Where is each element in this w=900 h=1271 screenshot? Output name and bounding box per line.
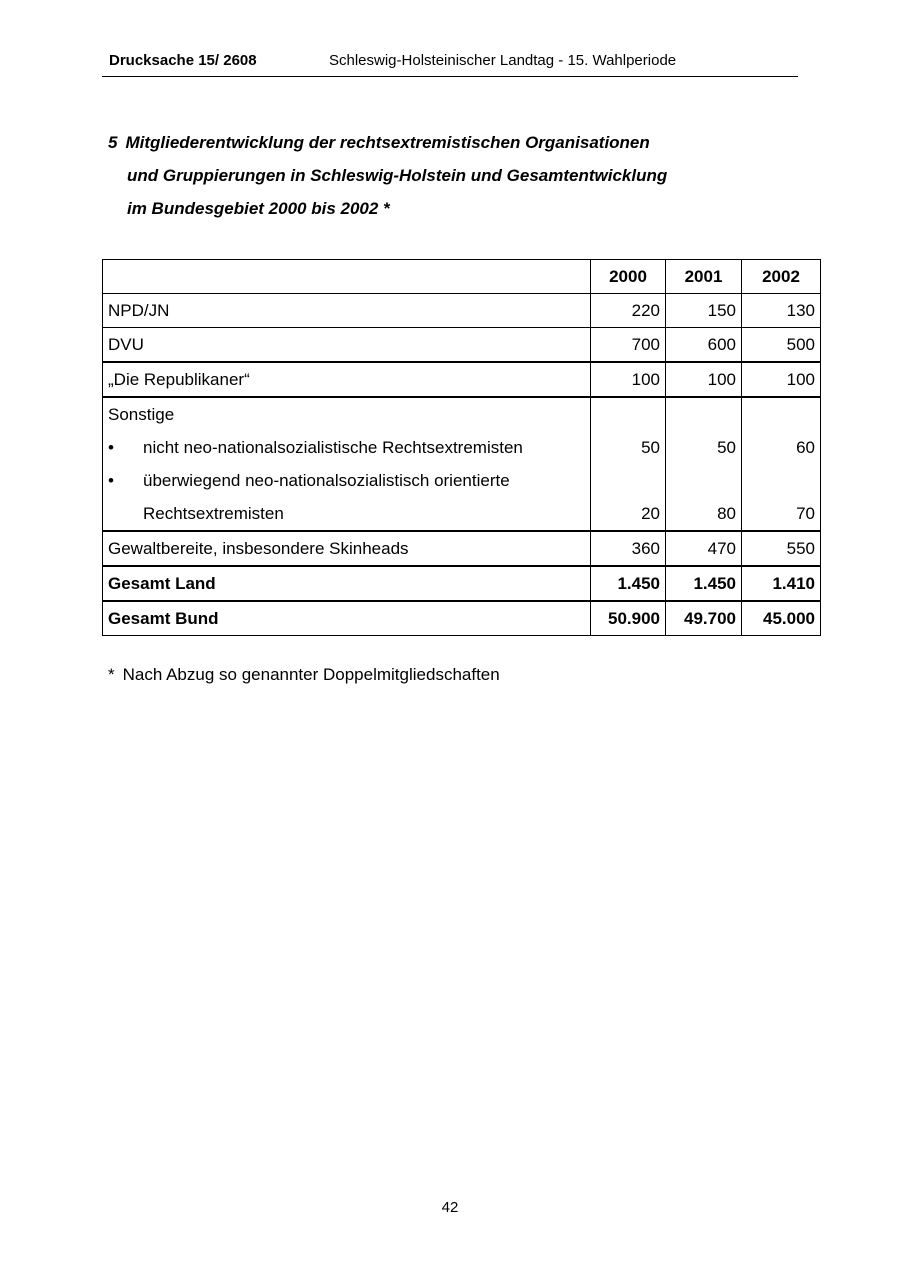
table-row [103,531,821,566]
title-line-2: und Gruppierungen in Schleswig-Holstein und Gesamtentwicklung [127,166,668,185]
membership-table [102,259,821,636]
year-header: 2000 [591,260,666,294]
row-label: NPD/JN [103,294,591,328]
footnote-text: Nach Abzug so genannter Doppelmitgliedschaften [122,665,500,684]
sub-item [108,431,585,464]
cell-value: 1.410 [742,566,821,601]
cell-value: 50.900 [591,601,666,636]
cell-value: 70 [796,504,815,523]
table-header-row [103,260,821,294]
sonstige-values-2002 [742,397,821,531]
cell-value: 220 [591,294,666,328]
table-row [103,294,821,328]
title-line-3: im Bundesgebiet 2000 bis 2002 * [127,199,390,218]
year-header: 2001 [666,260,742,294]
footnote [108,665,500,685]
cell-value: 100 [591,362,666,397]
title-line-1: Mitgliederentwicklung der rechtsextremistischen Organisationen [125,133,650,152]
cell-value: 550 [742,531,821,566]
cell-value: 1.450 [591,566,666,601]
sub-item-label: überwiegend neo-nationalsozialistisch orientierte [143,471,510,490]
sub-item [108,464,585,497]
sub-item-label-cont: Rechtsextremisten [143,504,284,523]
cell-value: 20 [641,504,660,523]
cell-value: 500 [742,328,821,363]
page-header [102,52,798,77]
cell-value: 50 [641,438,660,457]
cell-value: 60 [796,438,815,457]
row-label: Gesamt Bund [103,601,591,636]
cell-value: 1.450 [666,566,742,601]
sonstige-values-2000 [591,397,666,531]
bullet-icon: • [108,438,114,457]
bullet-icon: • [108,471,114,490]
cell-value: 45.000 [742,601,821,636]
year-header: 2002 [742,260,821,294]
cell-value: 50 [717,438,736,457]
cell-value: 100 [666,362,742,397]
row-label-sonstige [103,397,591,531]
table-row-total-bund [103,601,821,636]
header-empty-cell [103,260,591,294]
cell-value: 700 [591,328,666,363]
cell-value: 150 [666,294,742,328]
table-row [103,328,821,363]
footnote-marker: * [108,665,115,684]
cell-value: 49.700 [666,601,742,636]
section-title [108,126,808,225]
section-number: 5 [108,133,118,152]
sub-item-label: nicht neo-nationalsozialistische Rechtsextremisten [143,438,523,457]
table-row-total-land [103,566,821,601]
cell-value: 470 [666,531,742,566]
parliament-name: Schleswig-Holsteinischer Landtag - 15. Wahlperiode [329,52,677,69]
row-label: Gewaltbereite, insbesondere Skinheads [103,531,591,566]
sonstige-values-2001 [666,397,742,531]
sonstige-label: Sonstige [108,405,175,424]
row-label: „Die Republikaner“ [103,362,591,397]
cell-value: 130 [742,294,821,328]
row-label: Gesamt Land [103,566,591,601]
table-row-sonstige [103,397,821,531]
cell-value: 360 [591,531,666,566]
document-number: Drucksache 15/ 2608 [109,52,257,69]
cell-value: 600 [666,328,742,363]
cell-value: 100 [742,362,821,397]
cell-value: 80 [717,504,736,523]
page-number: 42 [441,1199,459,1216]
row-label: DVU [103,328,591,363]
table-row [103,362,821,397]
